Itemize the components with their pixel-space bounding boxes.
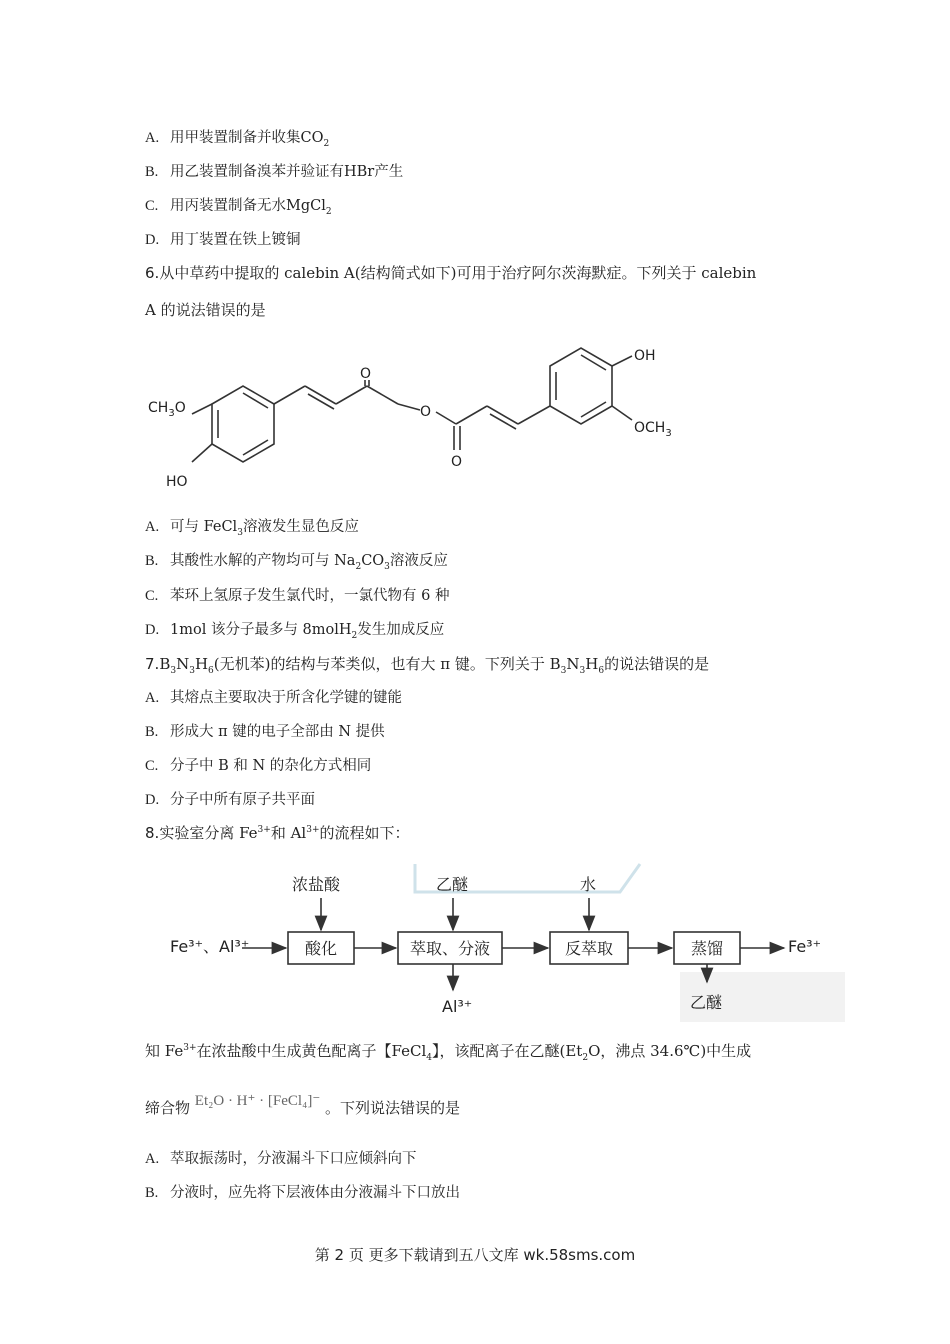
option-label: B. [145,164,159,180]
option-label: C. [145,758,159,774]
label-o-carbonyl: O [451,454,463,470]
subscript: 2 [325,206,332,217]
label-oh-right: OH [634,348,656,364]
text: O，沸点 34.6℃)中生成 [588,1042,752,1060]
q6-stem-line1 [145,263,756,283]
text: 和 Al [270,824,307,842]
question-text: A 的说法错误的是 [145,301,266,319]
flow-reagent-hcl: 浓盐酸 [292,875,341,894]
label-o-ketone: O [360,366,372,382]
option-text: 其酸性水解的产物均可与 Na [170,553,356,569]
option-text: 可与 FeCl [170,519,238,535]
left-benzene-ring [212,386,274,462]
q7-option-b [145,722,385,742]
text: 在浓盐酸中生成黄色配离子【FeCl [196,1042,427,1060]
text: H [585,655,599,673]
subscript: 2 [355,561,362,572]
label-o-ester: O [420,404,432,420]
q8-stem [145,823,410,843]
subscript: 3 [560,666,567,676]
subscript: 3 [189,666,195,676]
option-label: D. [145,232,160,248]
page-footer: 第 2 页 更多下载请到五八文库 wk.58sms.com [314,1246,636,1264]
option-text: 用丁装置在铁上镀铜 [170,232,301,248]
text: 实验室分离 Fe [159,824,258,842]
flow-step-extract: 萃取、分液 [409,939,491,958]
q7-option-a [145,688,402,708]
text: 缔合物 [145,1099,191,1117]
text: N [566,655,580,673]
option-text: 形成大 π 键的电子全部由 N 提供 [170,724,385,740]
option-label: B. [145,724,159,740]
option-label: D. [145,792,160,808]
text: 的流程如下： [319,824,410,842]
calebin-a-structure [140,340,700,500]
text: N [176,655,190,673]
option-text: 苯环上氢原子发生氯代时，一氯代物有 6 种 [170,588,450,604]
text: 的说法错误的是 [604,655,710,673]
subscript: 6 [208,666,214,676]
subscript: 3 [237,527,243,538]
option-text: 1mol 该分子最多与 8molH [170,622,352,638]
subscript: 2 [351,630,358,641]
q5-option-d [145,230,301,250]
flow-step-distill: 蒸馏 [690,939,724,958]
option-label: B. [145,553,159,569]
option-label: A. [145,130,160,146]
option-text: 发生加成反应 [357,622,445,638]
option-text: 用乙装置制备溴苯并验证有HBr产生 [170,164,404,180]
q7-option-d [145,790,315,810]
option-label: D. [145,622,160,638]
text: (无机苯)的结构与苯类似，也有大 π 键。下列关于 B [213,655,561,673]
question-text: 从中草药中提取的 calebin A(结构简式如下)可用于治疗阿尔茨海默症。下列关于 calebin [159,264,757,282]
label-ch3o: $CH_3O$ [148,400,186,419]
flow-reagent-ether: 乙醚 [436,875,469,894]
q5-option-c [145,196,332,216]
q6-option-d [145,620,444,640]
q6-option-a [145,517,359,537]
subscript: 3 [384,561,390,572]
option-text: 萃取振荡时，分液漏斗下口应倾斜向下 [170,1151,417,1167]
q8-option-a [145,1149,417,1169]
flow-output-ether: 乙醚 [690,993,723,1012]
text: 知 Fe [145,1042,184,1060]
subscript: 4 [426,1053,432,1063]
right-benzene-ring [550,348,612,424]
associate-formula: Et₂O · H⁺ · [FeCl₄]⁻ [194,1093,321,1109]
superscript: 3+ [306,825,320,835]
subscript: 2 [582,1053,589,1063]
question-number: 6. [145,264,160,282]
option-label: A. [145,1151,160,1167]
superscript: 3+ [183,1043,197,1053]
q5-option-a [145,128,329,148]
text: B [159,655,171,673]
q6-option-b [145,551,448,571]
flow-step-back-extract: 反萃取 [564,939,614,958]
option-label: B. [145,1185,159,1201]
option-text: 溶液发生显色反应 [242,519,359,535]
option-text: 用丙装置制备无水MgCl [170,198,326,214]
q8-text-line1 [145,1041,751,1061]
subscript: 2 [323,138,330,149]
option-text: 分子中所有原子共平面 [170,792,315,808]
flow-output-fe: Fe³⁺ [788,937,822,956]
option-label: C. [145,198,159,214]
option-label: A. [145,690,160,706]
option-label: A. [145,519,160,535]
q7-stem [145,654,709,674]
subscript: 3 [579,666,586,676]
option-label: C. [145,588,159,604]
q5-option-b [145,162,403,182]
q7-option-c [145,756,371,776]
flow-step-acidify: 酸化 [304,939,338,958]
option-text: 用甲装置制备并收集CO [170,130,324,146]
subscript: 6 [598,666,605,676]
question-number: 7. [145,655,160,673]
question-number: 8. [145,824,160,842]
q8-text-line2 [145,1093,461,1119]
flow-output-al: Al³⁺ [442,997,473,1016]
option-text: 分液时，应先将下层液体由分液漏斗下口放出 [170,1185,460,1201]
superscript: 3+ [257,825,271,835]
q6-option-c [145,586,449,606]
subscript: 3 [170,666,177,676]
q8-option-b [145,1183,460,1203]
flow-reagent-water: 水 [580,875,597,894]
option-text: CO [361,553,385,569]
flow-input: Fe³⁺、Al³⁺ [170,937,250,956]
option-text: 溶液反应 [389,553,448,569]
text: 。下列说法错误的是 [325,1099,461,1117]
option-text: 其熔点主要取决于所含化学键的键能 [170,690,402,706]
option-text: 分子中 B 和 N 的杂化方式相同 [170,758,372,774]
separation-flowchart [170,862,845,1022]
label-och3: $OCH_3$ [634,420,672,439]
q6-stem-line2 [145,300,266,320]
label-ho-left: HO [166,474,188,490]
text: 】，该配离子在乙醚(Et [432,1042,583,1060]
text: H [194,655,209,673]
